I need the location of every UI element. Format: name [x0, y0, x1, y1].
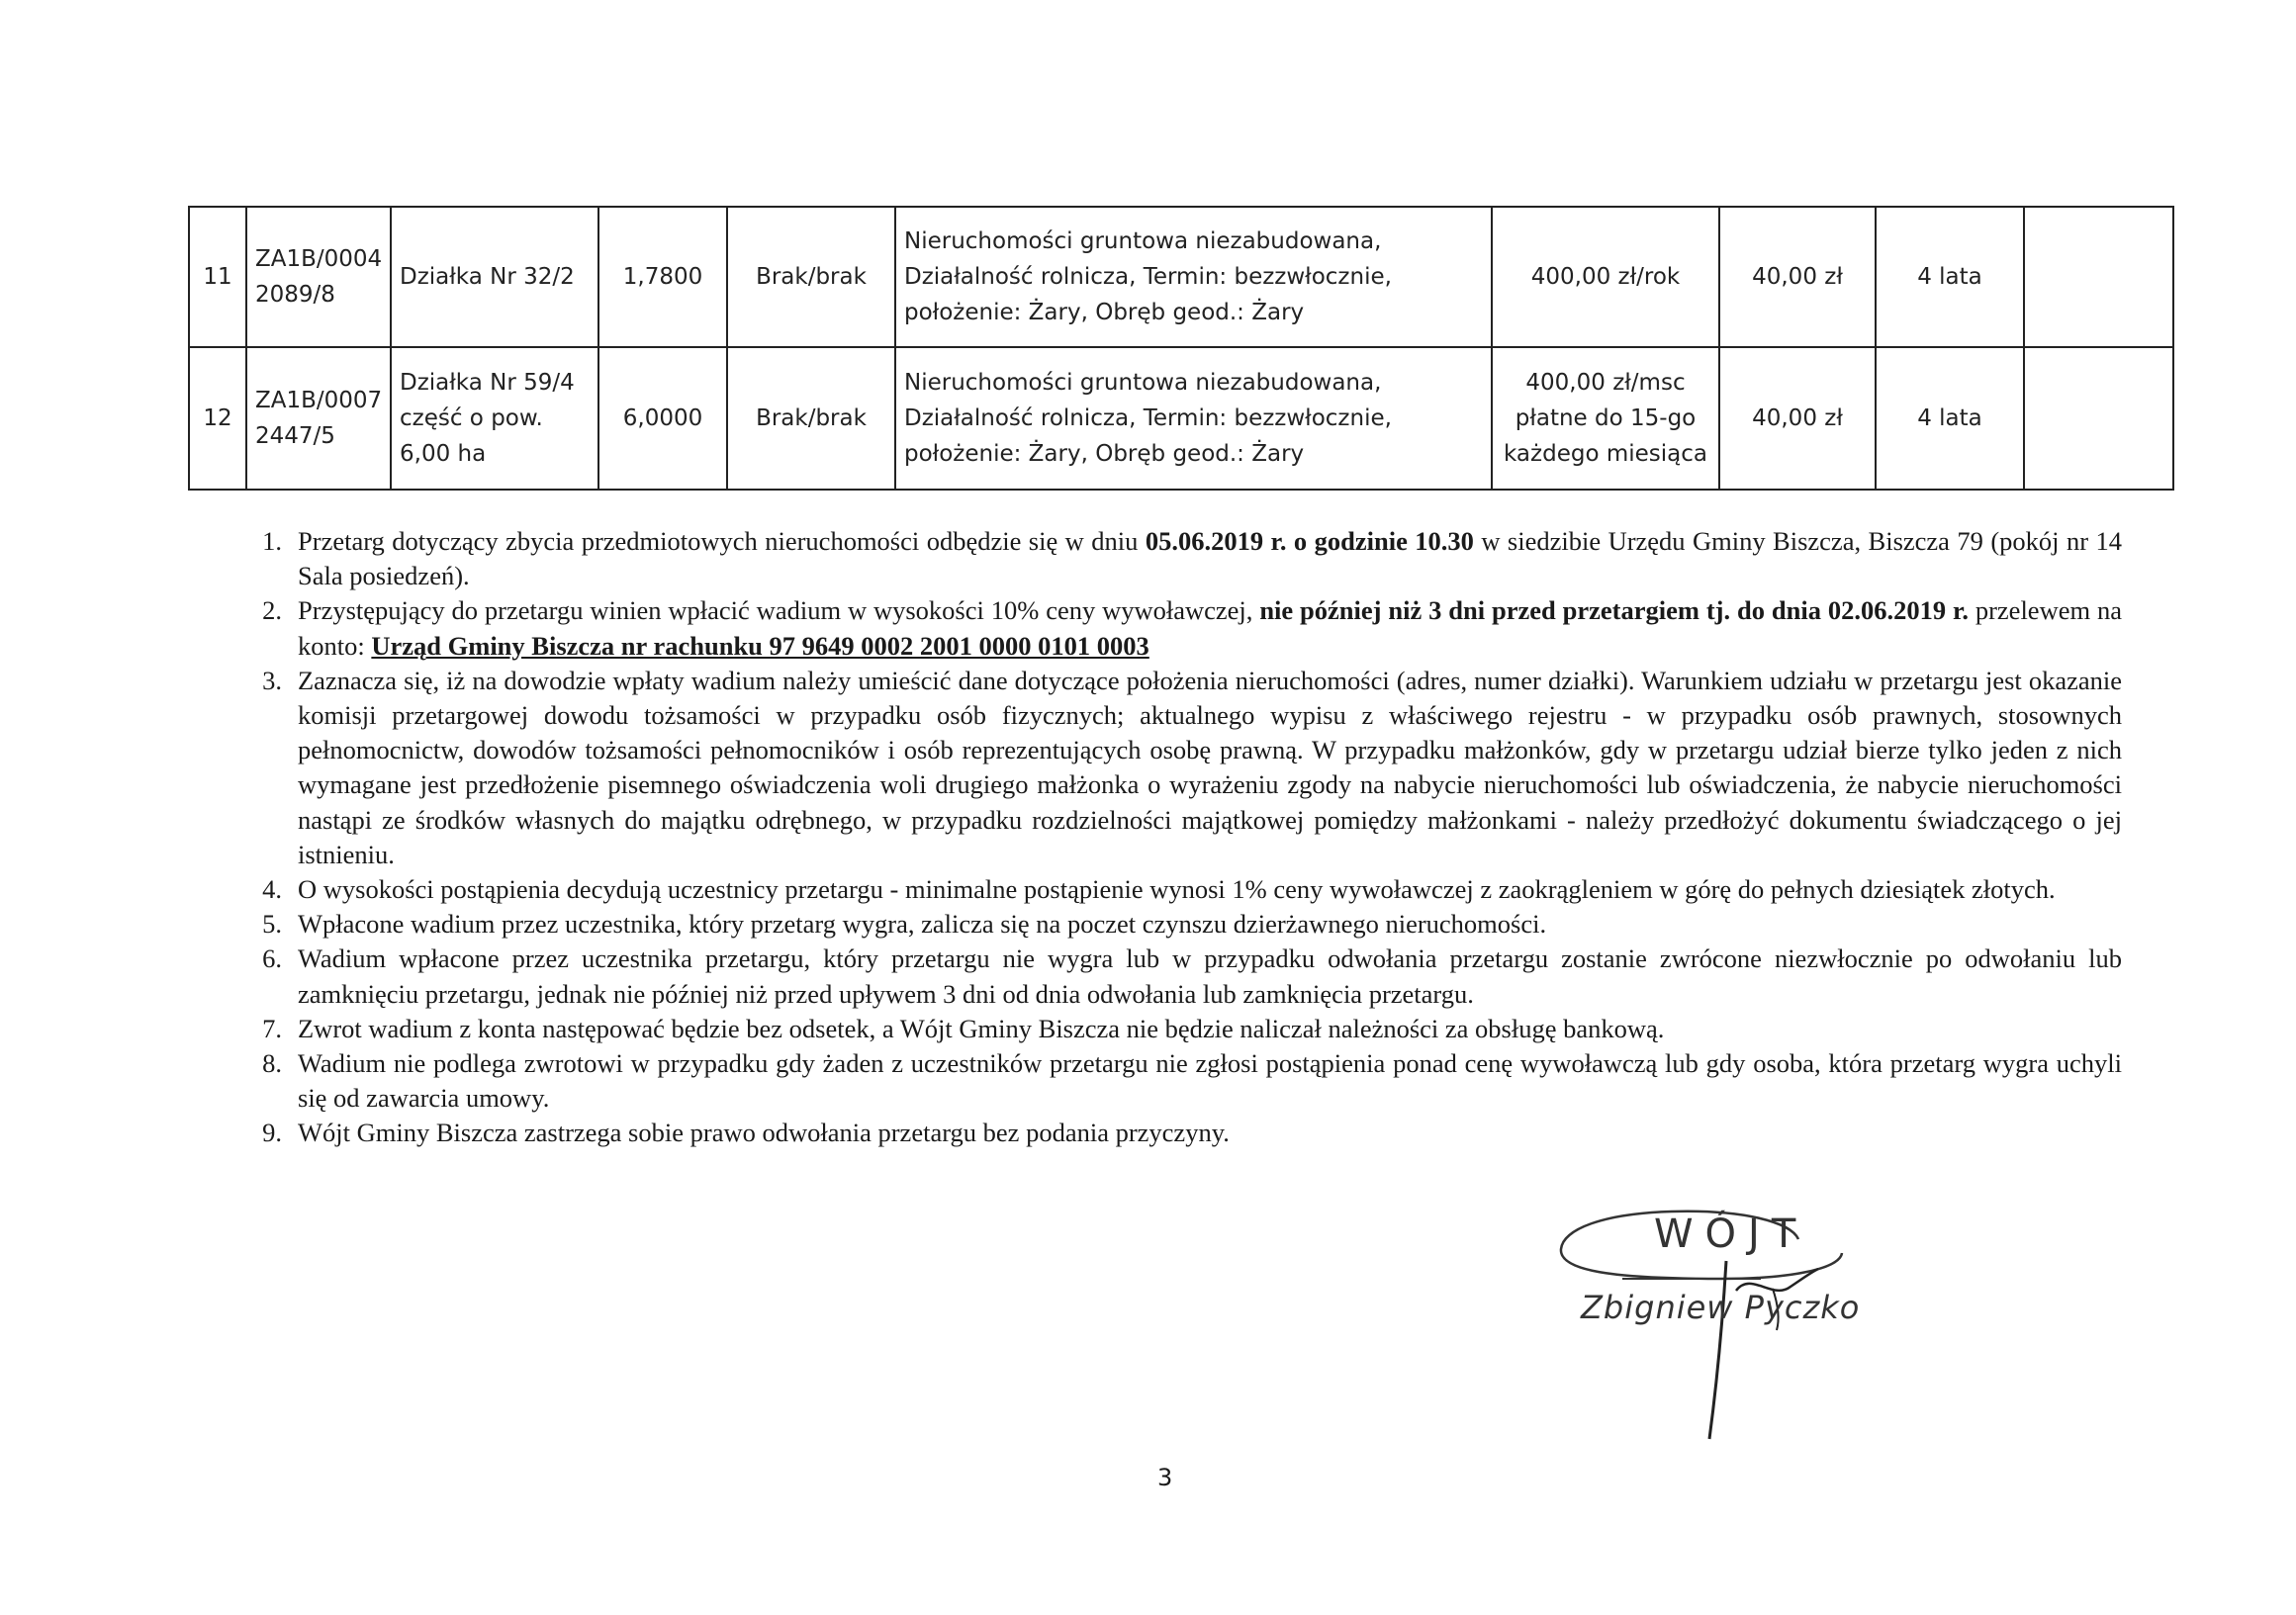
- property-table: [188, 206, 2174, 491]
- empty-cell: [2024, 347, 2173, 490]
- bank-account: Urząd Gminy Biszcza nr rachunku 97 9649 0002 2001 0000 0101 0003: [371, 630, 1149, 661]
- rent-price: 400,00 zł/rok: [1492, 207, 1719, 347]
- term-5: 5. Wpłacone wadium przez uczestnika, który przetarg wygra, zalicza się na poczet czynszu dzierżawnego nieruchomości.: [262, 909, 1547, 940]
- land-register: ZA1B/0004 2089/8: [246, 207, 391, 347]
- term-9: 9. Wójt Gminy Biszcza zastrzega sobie prawo odwołania przetargu bez podania przyczyny.: [262, 1118, 1230, 1148]
- tender-terms: [242, 524, 2122, 1151]
- empty-cell: [2024, 207, 2173, 347]
- plot-area: 6,0000: [598, 347, 727, 490]
- rent-price: 400,00 zł/msc płatne do 15-go każdego miesiąca: [1492, 347, 1719, 490]
- deposit: 40,00 zł: [1719, 347, 1876, 490]
- row-number: 12: [189, 347, 246, 490]
- stamp-title: WÓJT: [1654, 1211, 1808, 1257]
- plot-area: 1,7800: [598, 207, 727, 347]
- lease-period: 4 lata: [1876, 207, 2024, 347]
- term-4: 4. O wysokości postąpienia decydują uczestnicy przetargu - minimalne postąpienie wynosi 1% ceny wywoławczej z zaokrągleniem w górę do pełnych dziesiątek złotych.: [262, 874, 2056, 905]
- page-number: 3: [1157, 1464, 1173, 1491]
- term-3: 3. Zaznacza się, iż na dowodzie wpłaty wadium należy umieścić dane dotyczące położenia nieruchomości (adres, numer działki). Warunkiem udziału w przetargu jest okazanie komisji przetargowej dowodu tożsamości w przypadku osób fizycznych; aktualnego wypisu z właściwego rejestru - w przypadku osób prawnych, stosownych pełnomocnictw, dowodów tożsamości pełnomocników i osób reprezentujących osobę prawną. W przypadku małżonków, gdy w przetargu udział bierze tylko jeden z nich wymagane jest przedłożenie pisemnego oświadczenia woli drugiego małżonka o wyrażeniu zgody na nabycie nieruchomości lub oświadczenia, że nabycie nieruchomości nastąpi ze środków własnych do majątku odrębnego, w przypadku rozdzielności majątkowej pomiędzy małżonkami - należy przedłożyć dokumentu świadczącego o jej istnieniu.: [262, 665, 2122, 869]
- land-book: Brak/brak: [727, 347, 895, 490]
- stamp-name: Zbigniew Pyczko: [1581, 1289, 1861, 1326]
- lease-period: 4 lata: [1876, 347, 2024, 490]
- table-row: [189, 207, 2173, 347]
- row-number: 11: [189, 207, 246, 347]
- land-book: Brak/brak: [727, 207, 895, 347]
- plot-number: Działka Nr 32/2: [391, 207, 598, 347]
- property-description: Nieruchomości gruntowa niezabudowana, Działalność rolnicza, Termin: bezzwłocznie, położenie: Żary, Obręb geod.: Żary: [895, 347, 1492, 490]
- term-1: 1. Przetarg dotyczący zbycia przedmiotowych nieruchomości odbędzie się w dniu 05.06.2019 r. o godzinie 10.30 w siedzibie Urzędu Gminy Biszcza, Biszcza 79 (pokój nr 14 Sala posiedzeń).: [262, 526, 2122, 591]
- term-7: 7. Zwrot wadium z konta następować będzie bez odsetek, a Wójt Gminy Biszcza nie będzie naliczał należności za obsługę bankową.: [262, 1013, 1665, 1043]
- property-description: Nieruchomości gruntowa niezabudowana, Działalność rolnicza, Termin: bezzwłocznie, położenie: Żary, Obręb geod.: Żary: [895, 207, 1492, 347]
- term-6: 6. Wadium wpłacone przez uczestnika przetargu, który przetargu nie wygra lub w przypadku odwołania przetargu zostanie zwrócone niezwłocznie po odwołaniu lub zamknięciu przetargu, jednak nie później niż przed upływem 3 dni od dnia odwołania lub zamknięcia przetargu.: [262, 943, 2122, 1009]
- land-register: ZA1B/0007 2447/5: [246, 347, 391, 490]
- table-row: [189, 347, 2173, 490]
- term-8: 8. Wadium nie podlega zwrotowi w przypadku gdy żaden z uczestników przetargu nie zgłosi postąpienia ponad cenę wywoławczą lub gdy osoba, która przetarg wygra uchyli się od zawarcia umowy.: [262, 1048, 2122, 1114]
- plot-number: Działka Nr 59/4 część o pow. 6,00 ha: [391, 347, 598, 490]
- official-stamp: [1543, 1192, 1880, 1449]
- deposit: 40,00 zł: [1719, 207, 1876, 347]
- term-2: 2. Przystępujący do przetargu winien wpłacić wadium w wysokości 10% ceny wywoławczej, nie później niż 3 dni przed przetargiem tj. do dnia 02.06.2019 r. przelewem na konto: Urząd Gminy Biszcza nr rachunku 97 9649 0002 2001 0000 0101 0003: [262, 595, 2122, 661]
